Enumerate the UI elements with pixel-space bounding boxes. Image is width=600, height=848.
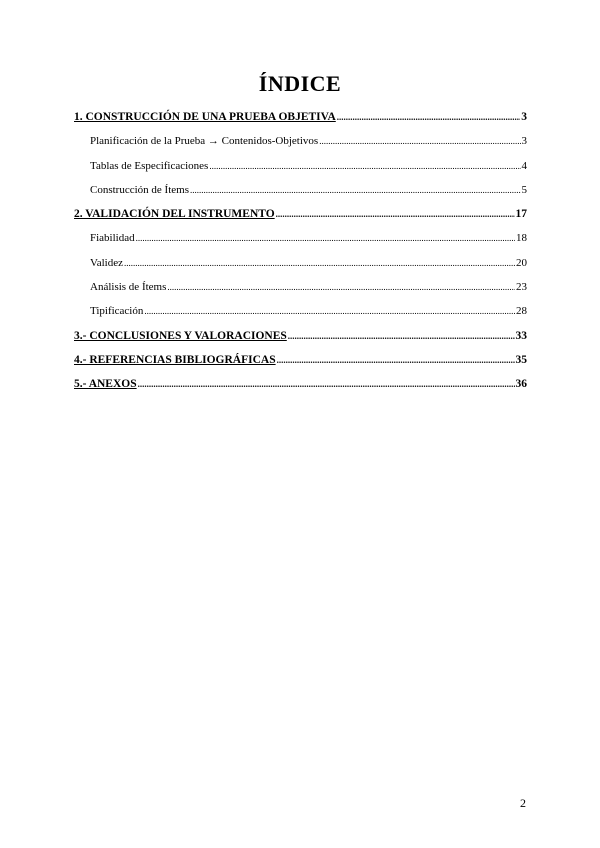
toc-entry-page: 4 — [521, 159, 527, 172]
page-title: ÍNDICE — [258, 71, 342, 96]
toc-entry[interactable] — [74, 105, 527, 129]
dot-leader — [190, 178, 521, 202]
toc-entry-label: 5.- ANEXOS — [74, 378, 137, 391]
dot-leader — [124, 251, 515, 275]
toc-entry[interactable] — [74, 129, 527, 153]
dot-leader — [288, 324, 515, 348]
toc-entry-page: 3 — [521, 135, 527, 148]
toc-entry-label: 4.- REFERENCIAS BIBLIOGRÁFICAS — [74, 353, 276, 366]
toc-entry[interactable] — [74, 202, 527, 226]
toc-entry[interactable] — [74, 348, 527, 372]
toc-entry-label: Análisis de Ítems — [90, 281, 167, 294]
toc-entry-page: 35 — [515, 353, 527, 366]
dot-leader — [209, 154, 520, 178]
dot-leader — [277, 348, 515, 372]
toc-entry-label: Validez — [90, 256, 123, 269]
toc-entry-label: Tipificación — [90, 305, 144, 318]
toc-entry-label: 2. VALIDACIÓN DEL INSTRUMENTO — [74, 208, 275, 221]
toc-entry[interactable] — [74, 154, 527, 178]
toc-entry[interactable] — [74, 226, 527, 250]
toc-entry[interactable] — [74, 178, 527, 202]
toc-entry-page: 36 — [515, 378, 527, 391]
dot-leader — [167, 275, 515, 299]
toc-entry-page: 17 — [515, 208, 527, 221]
toc-entry-label: Planificación de la Prueba → Contenidos-Objetivos — [90, 135, 319, 148]
toc-entry-label: Tablas de Especificaciones — [90, 159, 209, 172]
dot-leader — [337, 105, 520, 129]
table-of-contents — [74, 105, 527, 397]
toc-entry-label: Fiabilidad — [90, 232, 135, 245]
toc-entry-page: 5 — [521, 183, 527, 196]
toc-entry-page: 33 — [515, 329, 527, 342]
toc-entry[interactable] — [74, 324, 527, 348]
toc-entry-label: 1. CONSTRUCCIÓN DE UNA PRUEBA OBJETIVA — [74, 111, 336, 123]
dot-leader — [319, 129, 520, 153]
toc-entry[interactable] — [74, 299, 527, 323]
toc-entry-page: 20 — [516, 256, 527, 269]
toc-entry-page: 28 — [516, 305, 527, 318]
toc-entry-label: 3.- CONCLUSIONES Y VALORACIONES — [74, 329, 287, 342]
dot-leader — [138, 372, 515, 396]
dot-leader — [136, 226, 515, 250]
dot-leader — [276, 202, 515, 226]
page-number: 2 — [520, 796, 526, 810]
dot-leader — [144, 299, 515, 323]
toc-entry[interactable] — [74, 251, 527, 275]
toc-entry-page: 18 — [516, 232, 527, 245]
toc-entry-page: 3 — [521, 111, 527, 123]
toc-entry[interactable] — [74, 372, 527, 396]
toc-entry-label: Construcción de Ítems — [90, 183, 189, 196]
toc-entry-page: 23 — [516, 281, 527, 294]
toc-entry[interactable] — [74, 275, 527, 299]
